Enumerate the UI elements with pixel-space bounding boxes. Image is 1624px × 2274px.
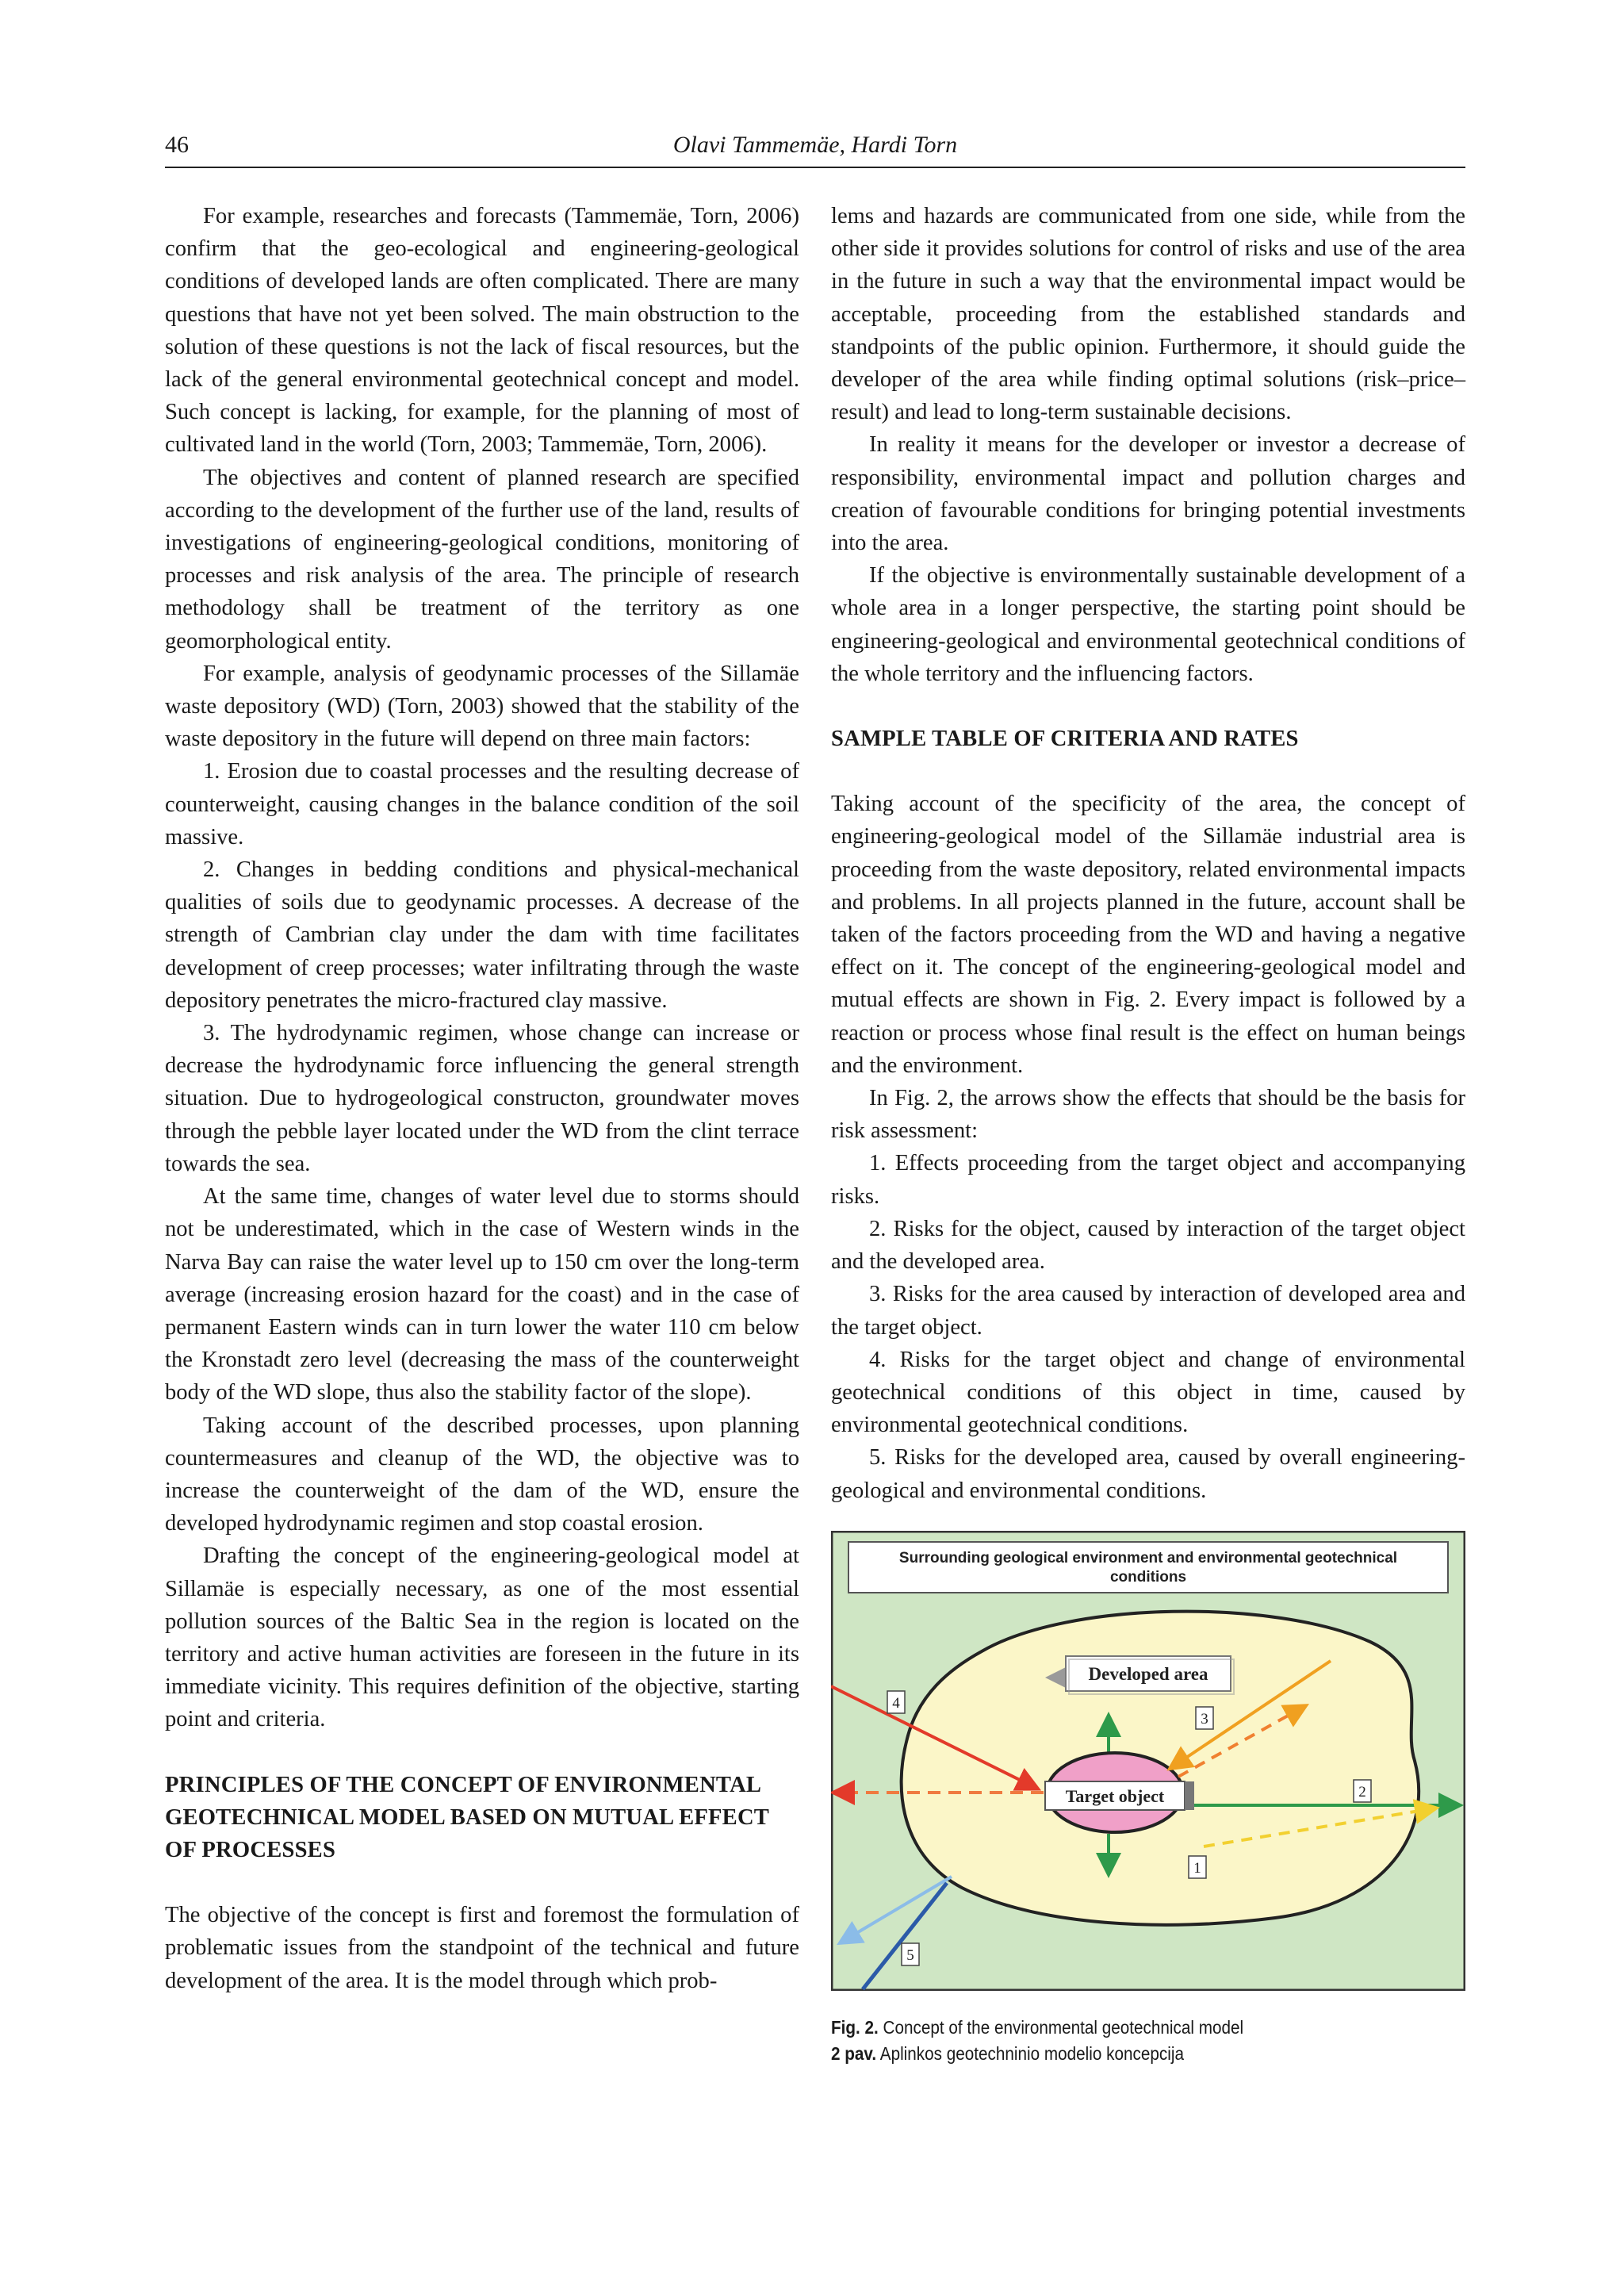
list-item: 2. Risks for the object, caused by interaction of the target object and the developed area. (831, 1216, 1465, 1275)
paragraph: lems and hazards are communicated from one side, while from the other side it provides solutions for control of risks and use of the area in the future in such a way that the environmental impact would be acceptable, proceeding from the established standards and standpoints of the public opinion. Furthermore, it should guide the developer of the area while finding optimal solutions (risk–price–result) and lead to long-term sustainable decisions. (831, 204, 1465, 425)
page-header (165, 128, 1465, 168)
caption-label-en: Fig. 2. (831, 2017, 879, 2038)
caption-text-lt: Aplinkos geotechninio modelio koncepcija (879, 2043, 1184, 2064)
paragraph: If the objective is environmentally sustainable development of a whole area in a longer perspective, the starting point should be engineering-geological and environmental geotechnical conditions of the whole territory and the influencing factors. (831, 563, 1465, 686)
target-object-label: Target object (1065, 1786, 1165, 1806)
figure-caption (831, 2015, 1402, 2067)
caption-label-lt: 2 pav. (831, 2043, 877, 2064)
figure-title-line2: conditions (1109, 1569, 1187, 1586)
paragraph: Taking account of the described processes, upon planning countermeasures and cleanup of the WD, the objective was to increase the counterweight of the dam of the WD, ensure the developed hydrodynamic regimen and stop coastal erosion. (165, 1413, 799, 1536)
paragraph: For example, researches and forecasts (Tammemäe, Torn, 2006) confirm that the geo-ecological and engineering-geological conditions of developed lands are often complicated. There are many questions that have not yet been solved. The main obstruction to the solution of these questions is not the lack of fiscal resources, but the lack of the general environmental geotechnical concept and model. Such concept is lacking, for example, for the planning of most of cultivated land in the world (Torn, 2003; Tammemäe, Torn, 2006). (165, 204, 799, 458)
section-heading: PRINCIPLES OF THE CONCEPT OF ENVIRONMENTAL GEOTECHNICAL MODEL BASED ON MUTUAL EFFECT OF PROCESSES (165, 1772, 769, 1862)
running-head: Olavi Tammemäe, Hardi Torn (672, 132, 958, 158)
concept-diagram (831, 1531, 1465, 1991)
section-heading: SAMPLE TABLE OF CRITERIA AND RATES (831, 727, 1299, 752)
page-number: 46 (165, 132, 189, 158)
left-column (165, 200, 799, 1997)
figure-title-line1: Surrounding geological environment and environmental geotechnical (898, 1550, 1398, 1566)
figure-2 (831, 1531, 1465, 1991)
developed-area-label: Developed area (1088, 1664, 1208, 1684)
paragraph: Drafting the concept of the engineering-geological model at Sillamäe is especially necessary, as one of the most essential pollution sources of the Baltic Sea in the region is located on the territory and active human activities are foreseen in the future in its immediate vicinity. This requires definition of the objective, starting point and criteria. (165, 1543, 799, 1732)
paragraph: The objective of the concept is first and foremost the formulation of problematic issues from the standpoint of the technical and future development of the area. It is the model through which prob- (165, 1903, 799, 1993)
label-4: 4 (892, 1695, 900, 1712)
list-item: 3. Risks for the area caused by interaction of developed area and the target object. (831, 1282, 1465, 1340)
right-column (831, 200, 1465, 1507)
paragraph: In Fig. 2, the arrows show the effects that should be the basis for risk assessment: (831, 1086, 1465, 1144)
list-item: 3. The hydrodynamic regimen, whose change can increase or decrease the hydrodynamic force influencing the general strength situation. Due to hydrogeological constructon, groundwater moves through the pebble layer located under the WD from the clint terrace towards the sea. (165, 1021, 799, 1176)
paragraph: The objectives and content of planned research are specified according to the development of the further use of the land, results of investigations of engineering-geological conditions, monitoring of processes and risk analysis of the area. The principle of research methodology shall be treatment of the territory as one geomorphological entity. (165, 465, 799, 654)
caption-text-en: Concept of the environmental geotechnical model (883, 2017, 1244, 2038)
list-item: 4. Risks for the target object and change of environmental geotechnical conditions of this object in time, caused by environmental geotechnical conditions. (831, 1347, 1465, 1438)
list-item: 1. Erosion due to coastal processes and the resulting decrease of counterweight, causing changes in the balance condition of the soil massive. (165, 759, 799, 849)
list-item: 5. Risks for the developed area, caused by overall engineering-geological and environmental conditions. (831, 1445, 1465, 1503)
list-item: 1. Effects proceeding from the target object and accompanying risks. (831, 1151, 1465, 1209)
label-2: 2 (1358, 1784, 1366, 1800)
paragraph: For example, analysis of geodynamic processes of the Sillamäe waste depository (WD) (Torn, 2003) showed that the stability of the waste depository in the future will depend on three main factors: (165, 661, 799, 752)
label-1: 1 (1193, 1860, 1201, 1877)
paragraph: Taking account of the specificity of the area, the concept of engineering-geological model of the Sillamäe industrial area is proceeding from the waste depository, related environmental impacts and problems. In all projects planned in the future, account shall be taken of the factors proceeding from the WD and having a negative effect on it. The concept of the engineering-geological model and mutual effects are shown in Fig. 2. Every impact is followed by a reaction or process whose final result is the effect on human beings and the environment. (831, 792, 1465, 1078)
label-5: 5 (906, 1947, 914, 1964)
paragraph: In reality it means for the developer or investor a decrease of responsibility, environmental impact and pollution charges and creation of favourable conditions for bringing potential investments into the area. (831, 432, 1465, 556)
label-3: 3 (1201, 1711, 1208, 1728)
list-item: 2. Changes in bedding conditions and physical-mechanical qualities of soils due to geodynamic processes. A decrease of the strength of Cambrian clay under the dam with time facilitates development of creep processes; water infiltrating through the waste depository penetrates the micro-fractured clay massive. (165, 857, 799, 1013)
paragraph: At the same time, changes of water level due to storms should not be underestimated, which in the case of Western winds in the Narva Bay can raise the water level up to 150 cm over the long-term average (increasing erosion hazard for the coast) and in the case of permanent Eastern winds can in turn lower the water 110 cm below the Kronstadt zero level (decreasing the mass of the counterweight body of the WD slope, thus also the stability factor of the slope). (165, 1184, 799, 1405)
